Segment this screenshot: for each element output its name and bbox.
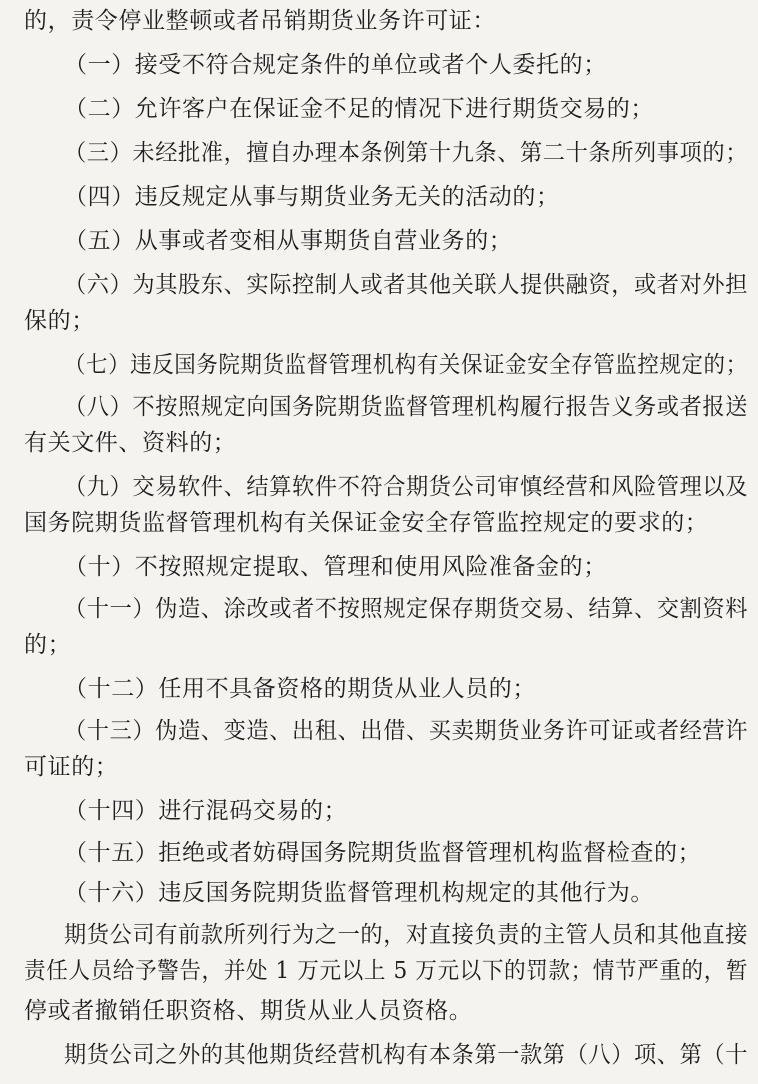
text-line-13: 国务院期货监督管理机构有关保证金安全存管监控规定的要求的；	[24, 510, 709, 536]
text-line-18: （十三）伪造、变造、出租、出借、买卖期货业务许可证或者经营许	[64, 718, 748, 744]
text-line-7: （六）为其股东、实际控制人或者其他关联人提供融资，或者对外担	[64, 272, 748, 298]
text-line-16: 的；	[24, 632, 72, 658]
text-line-2: （一）接受不符合规定条件的单位或者个人委托的；	[64, 52, 607, 78]
text-line-9: （七）违反国务院期货监督管理机构有关保证金安全存管监控规定的；	[64, 352, 748, 378]
text-line-1: 的，责令停业整顿或者吊销期货业务许可证：	[24, 8, 496, 34]
text-line-26: 期货公司之外的其他期货经营机构有本条第一款第（八）项、第（十	[64, 1042, 748, 1068]
text-line-19: 可证的；	[24, 754, 119, 780]
text-line-12: （九）交易软件、结算软件不符合期货公司审慎经营和风险管理以及	[64, 474, 748, 500]
text-line-11: 有关文件、资料的；	[24, 430, 237, 456]
text-line-22: （十六）违反国务院期货监督管理机构规定的其他行为。	[64, 880, 654, 906]
text-line-17: （十二）任用不具备资格的期货从业人员的；	[64, 676, 536, 702]
text-line-21: （十五）拒绝或者妨碍国务院期货监督管理机构监督检查的；	[64, 840, 702, 866]
text-line-23: 期货公司有前款所列行为之一的，对直接负责的主管人员和其他直接	[64, 922, 748, 948]
text-line-3: （二）允许客户在保证金不足的情况下进行期货交易的；	[64, 96, 654, 122]
text-line-10: （八）不按照规定向国务院期货监督管理机构履行报告义务或者报送	[64, 394, 748, 420]
text-line-4: （三）未经批准，擅自办理本条例第十九条、第二十条所列事项的；	[64, 140, 748, 166]
text-line-15: （十一）伪造、涂改或者不按照规定保存期货交易、结算、交割资料	[64, 596, 748, 622]
text-line-8: 保的；	[24, 308, 95, 334]
text-line-14: （十）不按照规定提取、管理和使用风险准备金的；	[64, 554, 607, 580]
text-line-20: （十四）进行混码交易的；	[64, 798, 348, 824]
text-line-5: （四）违反规定从事与期货业务无关的活动的；	[64, 184, 560, 210]
text-line-24: 责任人员给予警告，并处 1 万元以上 5 万元以下的罚款；情节严重的，暂	[24, 958, 749, 984]
text-line-6: （五）从事或者变相从事期货自营业务的；	[64, 228, 513, 254]
text-line-25: 停或者撤销任职资格、期货从业人员资格。	[24, 998, 473, 1024]
